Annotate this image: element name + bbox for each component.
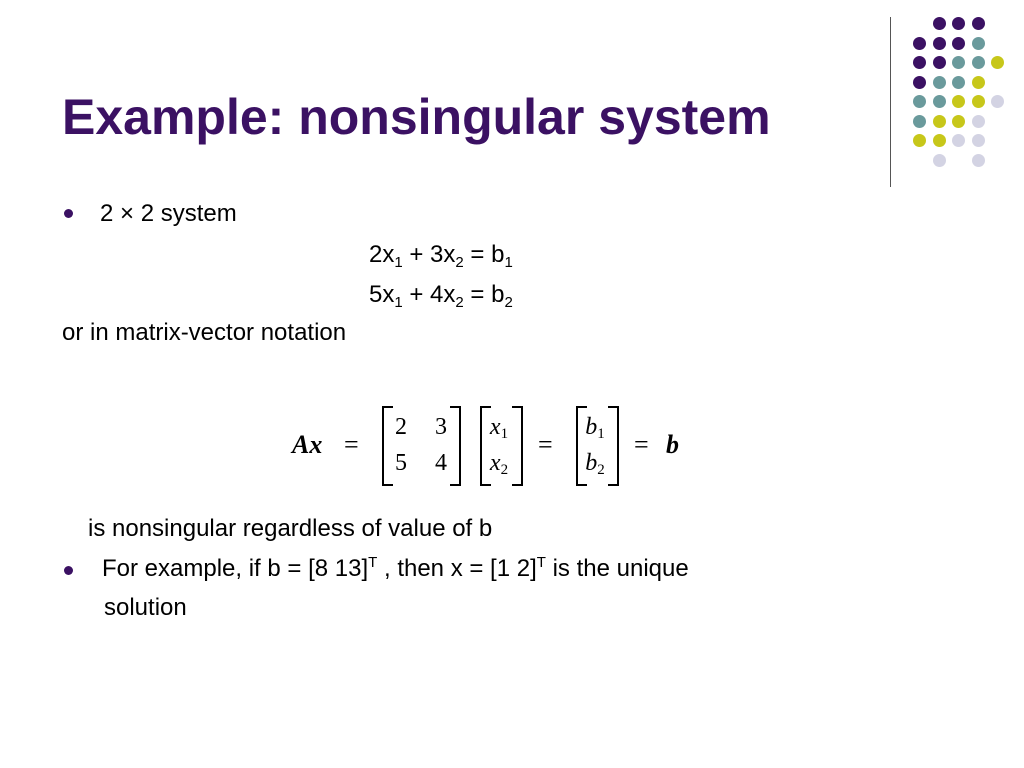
decorative-dot	[952, 95, 965, 108]
decorative-dot	[972, 154, 985, 167]
decorative-dot	[972, 56, 985, 69]
equals-sign-3: =	[634, 430, 649, 459]
decorative-dot	[952, 115, 965, 128]
equation-1: $2x_1 + 3x_2 = b_1$	[369, 241, 513, 271]
decorative-dot	[933, 95, 946, 108]
slide-title: Example: nonsingular system	[62, 89, 771, 145]
matrix-a-21: 5	[395, 450, 407, 476]
decorative-dot	[933, 154, 946, 167]
decorative-dot	[972, 134, 985, 147]
decorative-dot	[913, 134, 926, 147]
decorative-dot	[952, 134, 965, 147]
decorative-dot	[972, 37, 985, 50]
decorative-dot	[952, 76, 965, 89]
matrix-a-11: 2	[395, 414, 407, 440]
bullet-2x2-system: 2 × 2 system	[100, 200, 237, 227]
equals-sign: =	[344, 430, 359, 459]
matrix-notation-text: or in matrix-vector notation	[62, 319, 347, 346]
matrix-a-12: 3	[435, 414, 447, 440]
equation-2: $5x_1 + 4x_2 = b_2$	[369, 281, 513, 311]
decorative-dot	[913, 37, 926, 50]
vector-b-2: $b_2$	[585, 450, 605, 478]
decorative-dot	[933, 17, 946, 30]
decorative-dot	[972, 17, 985, 30]
decorative-dot	[933, 134, 946, 147]
decorative-dot	[952, 37, 965, 50]
decorative-dot	[933, 115, 946, 128]
decorative-dot	[913, 56, 926, 69]
decorative-dot	[913, 95, 926, 108]
decorative-dot	[952, 17, 965, 30]
decorative-dot	[933, 76, 946, 89]
decorative-dot	[991, 95, 1004, 108]
decorative-dot	[991, 56, 1004, 69]
decorative-dot	[952, 56, 965, 69]
decorative-dot	[933, 37, 946, 50]
equals-sign-2: =	[538, 430, 553, 459]
nonsingular-text: is nonsingular regardless of value of b	[88, 515, 493, 542]
matrix-lhs: Ax	[292, 430, 323, 459]
decorative-dot	[972, 76, 985, 89]
decorative-dot	[933, 56, 946, 69]
bullet-example-continued: solution	[104, 594, 187, 621]
matrix-rhs: b	[666, 430, 679, 459]
matrix-a-22: 4	[435, 450, 447, 476]
vector-x-1: $x_1$	[489, 414, 509, 442]
decorative-divider	[890, 17, 891, 187]
vector-b-1: $b_1$	[585, 414, 605, 442]
decorative-dot	[913, 115, 926, 128]
bullet-example: For example, if b = [8 13]$^T$ , then x = [1 2]$^T$ is the unique	[102, 554, 689, 582]
vector-x-2: $x_2$	[489, 450, 509, 478]
decorative-dot	[972, 95, 985, 108]
bullet-marker	[64, 566, 73, 575]
bullet-marker	[64, 209, 73, 218]
decorative-dot	[972, 115, 985, 128]
decorative-dot	[913, 76, 926, 89]
